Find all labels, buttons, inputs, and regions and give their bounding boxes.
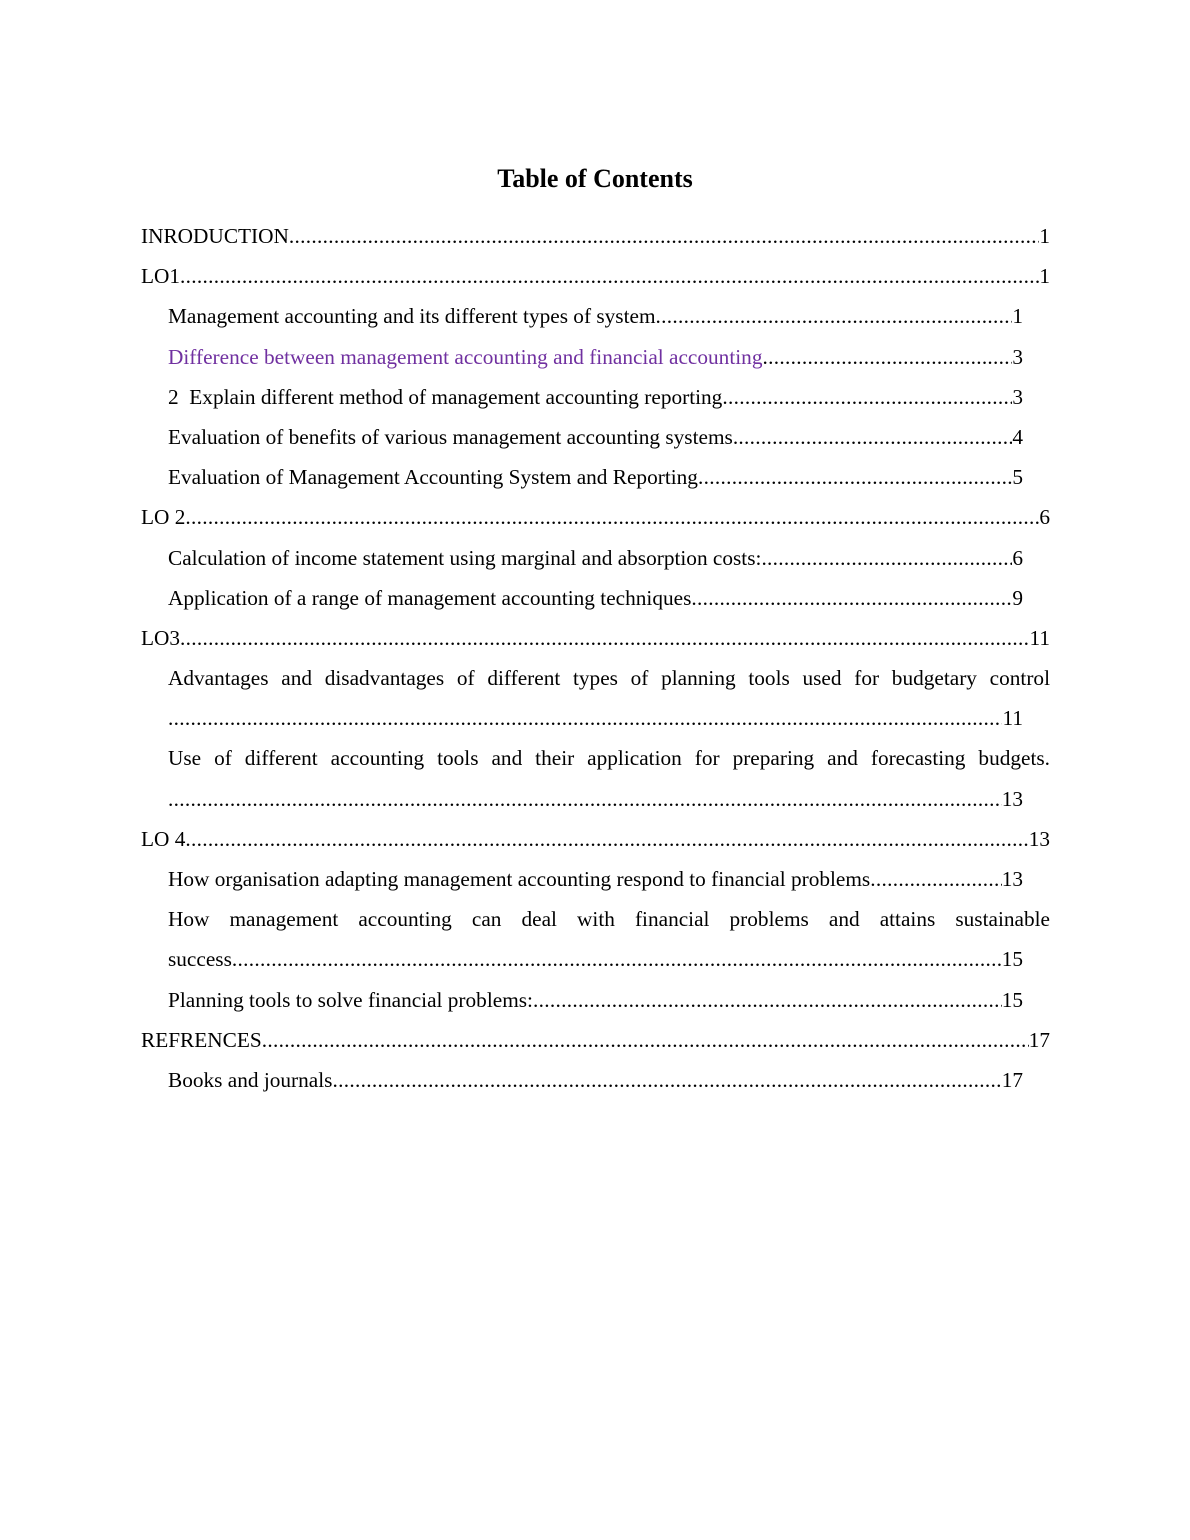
toc-entry-text: Difference between management accounting and financial accounting [168,344,763,369]
dot-leader [762,337,1012,377]
toc-entry-text: How organisation adapting management accounting respond to financial problems [168,867,871,892]
dot-leader [180,618,1029,658]
toc-entry-text: INRODUCTION [141,224,289,248]
dot-leader [691,578,1012,618]
toc-page-number: 6 [1012,545,1023,570]
toc-page-number: 13 [1028,826,1050,851]
toc-page-number: 6 [1039,505,1050,530]
toc-entry-lo4[interactable] [141,819,1050,859]
toc-entry-evaluation-system-reporting[interactable] [168,457,1023,497]
dot-leader [180,256,1039,296]
toc-page-number: 13 [1001,867,1023,892]
toc-entry-planning-tools-financial[interactable] [168,980,1023,1020]
toc-entry-text: LO3 [141,625,181,650]
toc-entry-income-statement[interactable] [168,538,1023,578]
toc-page-number: 17 [1028,1027,1050,1052]
toc-page-number: 1 [1012,304,1023,329]
dot-leader [185,497,1039,537]
toc-entry-text: 2 Explain different method of management accounting reporting [168,384,723,409]
dot-leader [332,1060,1001,1100]
dot-leader [656,296,1013,336]
toc-entry-text: Planning tools to solve financial problems: [168,987,533,1012]
dot-leader [698,457,1012,497]
toc-entry-text: Evaluation of Management Accounting System and Reporting [168,465,698,490]
toc-entry-planning-tools-budgetary[interactable] [168,658,1050,738]
toc-page-number: 4 [1012,424,1023,449]
toc-entry-evaluation-benefits[interactable] [168,417,1023,457]
dot-leader [289,216,1039,256]
toc-page-number: 15 [1001,947,1023,972]
toc-entry-text: REFRENCES [141,1027,262,1052]
toc-page-number: 1 [1039,224,1050,248]
toc-entry-text: Calculation of income statement using marginal and absorption costs: [168,545,762,570]
toc-entry-text: Management accounting and its different types of system [168,304,656,329]
dot-leader [168,698,1002,738]
dot-leader [168,779,1002,819]
toc-entry-text: Evaluation of benefits of various management accounting systems [168,424,733,449]
toc-entry-introduction[interactable] [141,216,1050,256]
toc-entry-text: Application of a range of management accounting techniques [168,585,692,610]
toc-page-number: 11 [1029,625,1050,650]
dot-leader [733,417,1013,457]
toc-title: Table of Contents [497,164,693,193]
toc-entry-text: LO1 [141,264,181,289]
toc-entry-text: LO 4 [141,826,186,851]
toc-entry-techniques[interactable] [168,578,1023,618]
dot-leader [870,859,1001,899]
toc-entry-management-accounting-systems[interactable] [168,296,1023,336]
toc-page-number: 11 [1002,706,1023,731]
toc-page-number: 3 [1012,384,1023,409]
toc-entry-reporting-methods[interactable] [168,377,1023,417]
toc-page-number: 1 [1039,264,1050,289]
dot-leader [761,538,1012,578]
toc-entry-text: Use of different accounting tools and their application for preparing and forecasting budgets. [168,746,1050,771]
toc-entry-lo3[interactable] [141,618,1050,658]
dot-leader [232,939,1002,979]
toc-entry-text: How management accounting can deal with financial problems and attains sustainable [168,907,1050,932]
toc-entry-sustainable-success[interactable] [168,899,1050,979]
toc-page-number: 9 [1012,585,1023,610]
toc-page-number: 13 [1001,786,1023,811]
dot-leader [185,819,1028,859]
toc-page-number: 15 [1001,987,1023,1012]
toc-entry-organisation-respond[interactable] [168,859,1023,899]
dot-leader [533,980,1002,1020]
toc-entry-forecasting-budgets[interactable] [168,738,1050,818]
toc-entry-text: Advantages and disadvantages of different types of planning tools used for budgetary control [168,666,1050,691]
toc-page-number: 17 [1001,1067,1023,1092]
dot-leader [262,1020,1029,1060]
toc-entry-text: Books and journals [168,1067,333,1092]
toc-entry-references[interactable] [141,1020,1050,1060]
toc-entry-difference-management-financial[interactable] [168,337,1023,377]
toc-entry-text-continued: success [168,947,232,972]
toc-entry-text: LO 2 [141,505,186,530]
toc-page-number: 3 [1012,344,1023,369]
toc-entry-lo2[interactable] [141,497,1050,537]
toc-entry-books-journals[interactable] [168,1060,1023,1100]
dot-leader [722,377,1012,417]
toc-entry-lo1[interactable] [141,256,1050,296]
toc-page-number: 5 [1012,465,1023,490]
toc-list [0,216,1190,1100]
